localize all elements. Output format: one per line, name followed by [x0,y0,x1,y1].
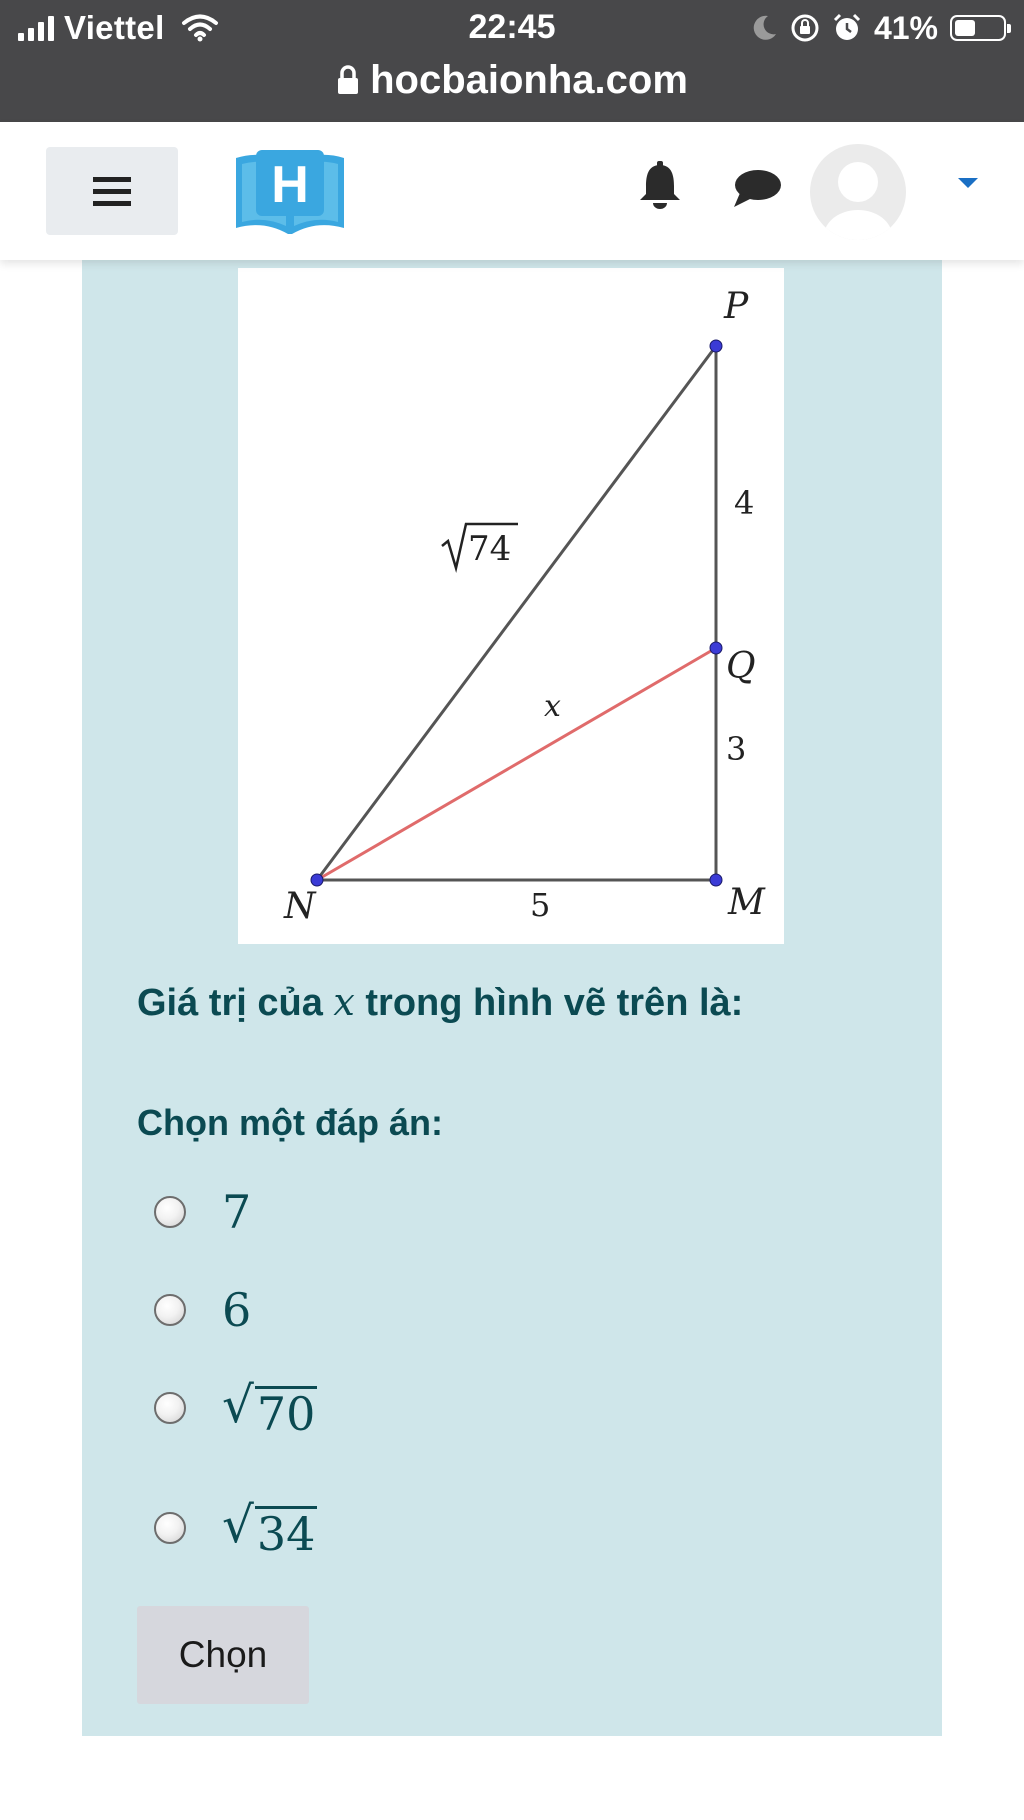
label-nm: 5 [530,886,551,924]
option-label: 7 [222,1185,252,1239]
option-radicand: 34 [256,1506,316,1561]
label-pq: 4 [734,484,755,522]
label-n: N [284,886,316,927]
edge-np [317,346,716,880]
radio-button[interactable] [154,1392,186,1424]
radio-button[interactable] [154,1196,186,1228]
option-label: √ 70 [222,1375,316,1441]
question-text [137,980,743,1025]
point-p [710,340,722,352]
hamburger-icon [93,175,131,207]
radio-button[interactable] [154,1294,186,1326]
status-bar [0,0,1024,122]
question-text-after: trong hình vẽ trên là: [354,982,744,1024]
option-label: √ 34 [222,1495,316,1561]
user-icon [810,144,906,240]
battery-icon [950,15,1006,41]
lock-icon [336,65,360,95]
radio-button[interactable] [154,1512,186,1544]
question-card [82,260,942,1736]
point-m [710,874,722,886]
site-logo[interactable] [234,144,346,236]
answer-prompt: Chọn một đáp án: [137,1102,443,1143]
triangle-diagram [238,268,784,944]
logo-letter: H [271,156,309,214]
url-bar[interactable] [0,52,1024,108]
option-c[interactable] [154,1368,554,1448]
label-q: Q [726,646,756,687]
status-right [752,8,1006,48]
option-label: 6 [222,1283,252,1337]
avatar[interactable] [810,144,906,240]
bell-icon[interactable] [638,160,682,210]
option-b[interactable] [154,1270,554,1350]
question-variable: x [333,980,355,1024]
point-q [710,642,722,654]
label-np: 74 [468,529,512,569]
carrier-name: Viettel [64,9,165,46]
rotation-lock-icon [790,13,820,43]
battery-percent: 41% [873,9,938,46]
option-a[interactable] [154,1172,554,1252]
label-x: x [544,689,561,724]
submit-button[interactable]: Chọn [137,1606,309,1704]
alarm-icon [832,13,862,43]
label-p: P [724,286,749,327]
label-m: M [728,882,765,923]
point-n [311,874,323,886]
app-header [0,122,1024,260]
question-text-before: Giá trị của [137,982,334,1024]
label-qm: 3 [726,730,747,768]
status-time: 22:45 [468,8,556,46]
menu-button[interactable] [46,147,178,235]
chat-icon[interactable] [732,167,782,211]
option-d[interactable] [154,1488,554,1568]
url-text: hocbaionha.com [370,57,688,102]
geometry-figure [238,268,784,944]
moon-icon [752,14,778,42]
chevron-down-icon[interactable] [958,178,978,188]
option-radicand: 70 [256,1386,316,1441]
segment-x [317,648,716,880]
